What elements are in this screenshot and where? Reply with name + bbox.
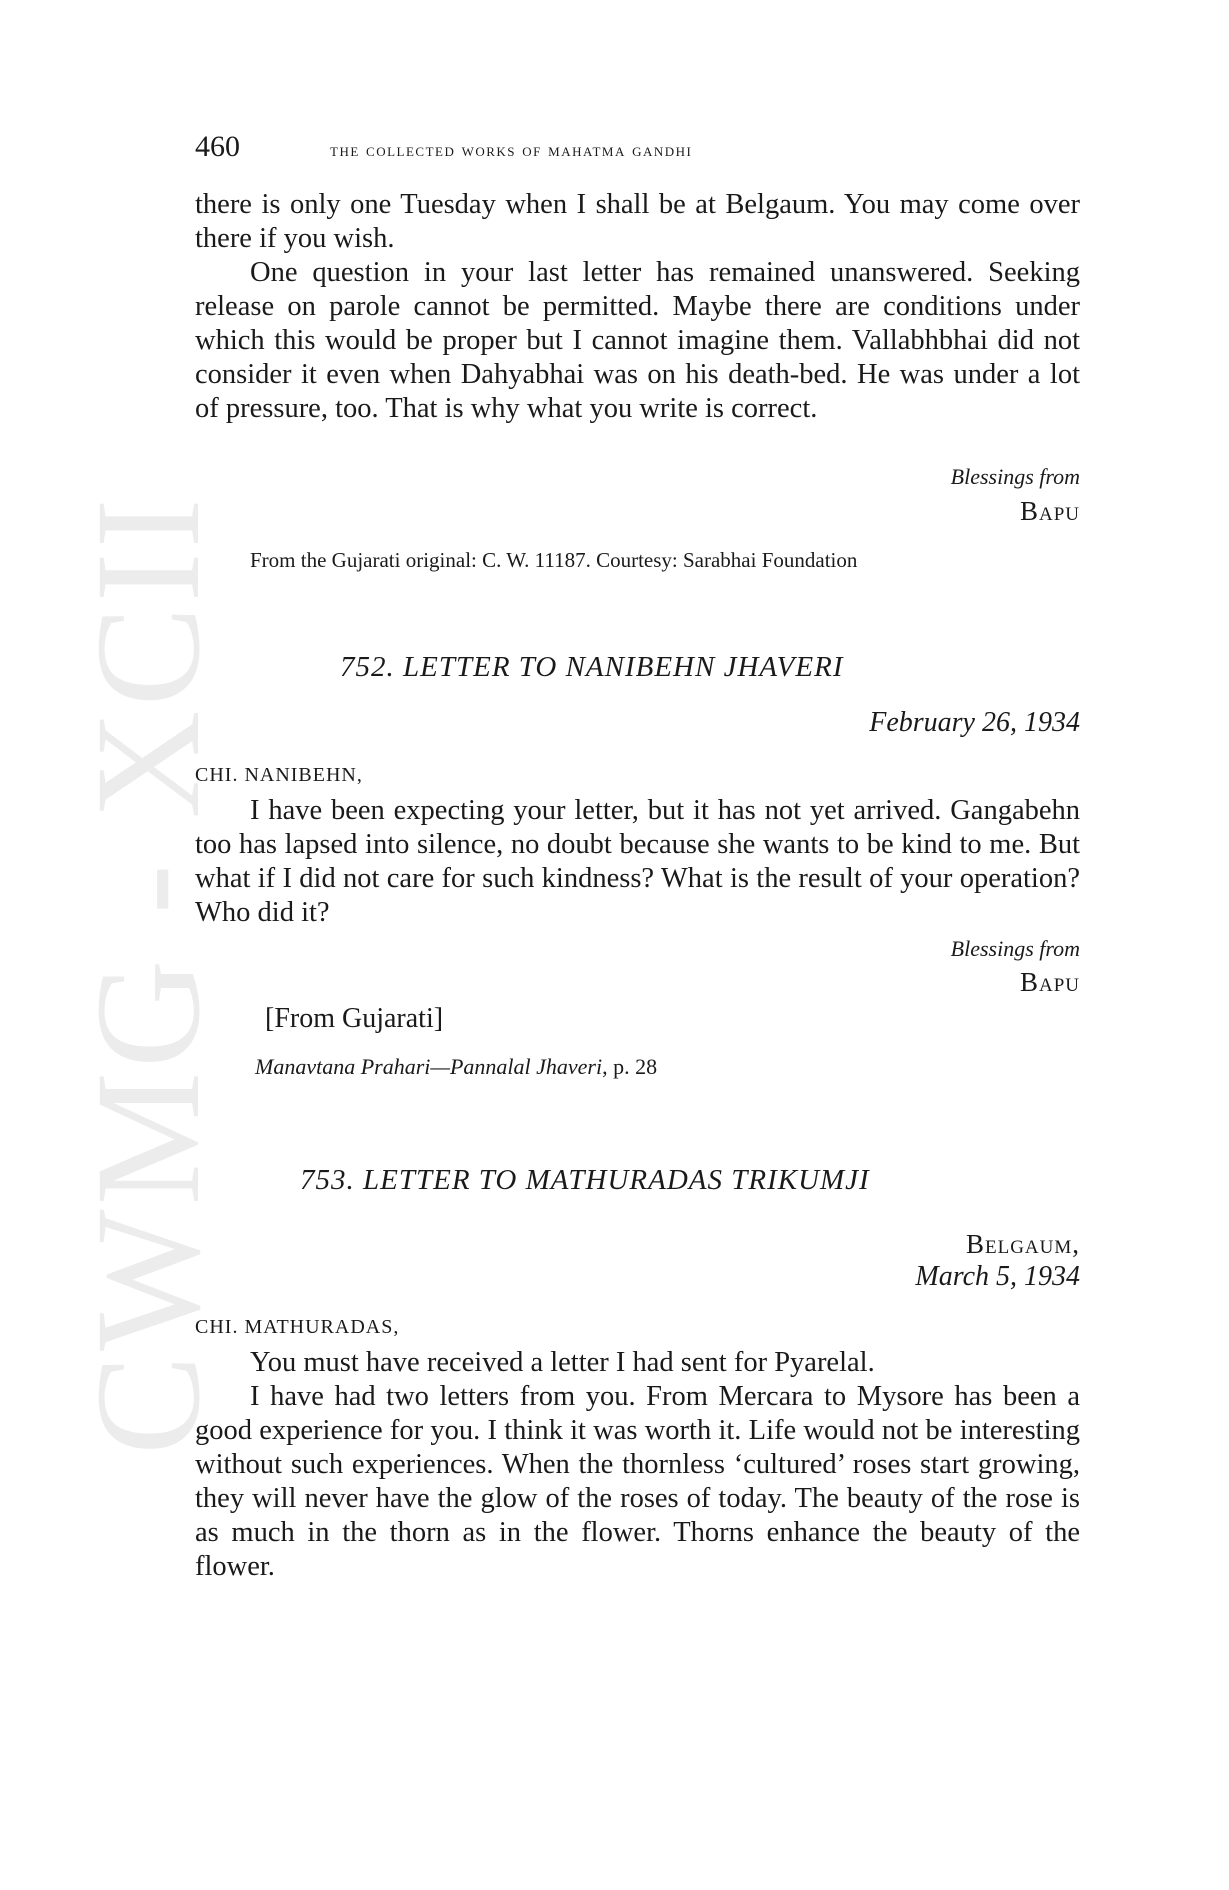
letter-heading: 753. LETTER TO MATHURADAS TRIKUMJI xyxy=(300,1164,870,1196)
letter-place: Belgaum, xyxy=(965,1229,1080,1259)
source-note: From the Gujarati original: C. W. 11187. Courtesy: Sarabhai Foundation xyxy=(250,548,858,572)
watermark: CWMG - XCII xyxy=(65,494,231,1455)
source-page: , p. 28 xyxy=(602,1054,658,1079)
running-title: the collected works of mahatma gandhi xyxy=(330,140,693,161)
page-number: 460 xyxy=(195,130,240,163)
letter-date: February 26, 1934 xyxy=(869,707,1080,738)
paragraph: I have had two letters from you. From Mercara to Mysore has been a good experience for you. I think it was worth it. Life would not be interesting without such experiences. When the thornless ‘cultured’ roses start growing, they will never have the glow of the roses of today. The beauty of the rose is as much in the thorn as in the flower. Thorns enhance the beauty of the flower. xyxy=(195,1381,1080,1582)
letter-body xyxy=(195,1346,1080,1584)
paragraph: there is only one Tuesday when I shall be at Belgaum. You may come over there if you wish. xyxy=(195,189,1080,254)
signature: Bapu xyxy=(1019,496,1080,526)
letter-body xyxy=(195,794,1080,930)
blessings-line: Blessings from xyxy=(950,936,1080,961)
from-note: [From Gujarati] xyxy=(265,1003,444,1034)
paragraph: One question in your last letter has remained unanswered. Seeking release on parole cannot be permitted. Maybe there are conditions under which this would be proper but I cannot imagine them. Vallabhbhai did not consider it even when Dahyabhai was on his death-bed. He was under a lot of pressure, too. That is why what you write is correct. xyxy=(195,257,1080,424)
continuation-text xyxy=(195,188,1080,426)
salutation: CHI. MATHURADAS, xyxy=(195,1316,400,1338)
source-title: Manavtana Prahari—Pannalal Jhaveri xyxy=(255,1054,603,1079)
blessings-line: Blessings from xyxy=(950,464,1080,489)
letter-heading: 752. LETTER TO NANIBEHN JHAVERI xyxy=(340,651,844,683)
running-head xyxy=(195,124,1080,164)
salutation: CHI. NANIBEHN, xyxy=(195,764,363,786)
signature: Bapu xyxy=(1019,967,1080,997)
paragraph: You must have received a letter I had sent for Pyarelal. xyxy=(250,1347,875,1378)
source-citation xyxy=(255,1054,657,1080)
letter-date: March 5, 1934 xyxy=(915,1261,1080,1292)
paragraph: I have been expecting your letter, but it has not yet arrived. Gangabehn too has lapsed into silence, no doubt because she wants to be kind to me. But what if I did not care for such kindness? What is the result of your operation? Who did it? xyxy=(195,795,1080,928)
